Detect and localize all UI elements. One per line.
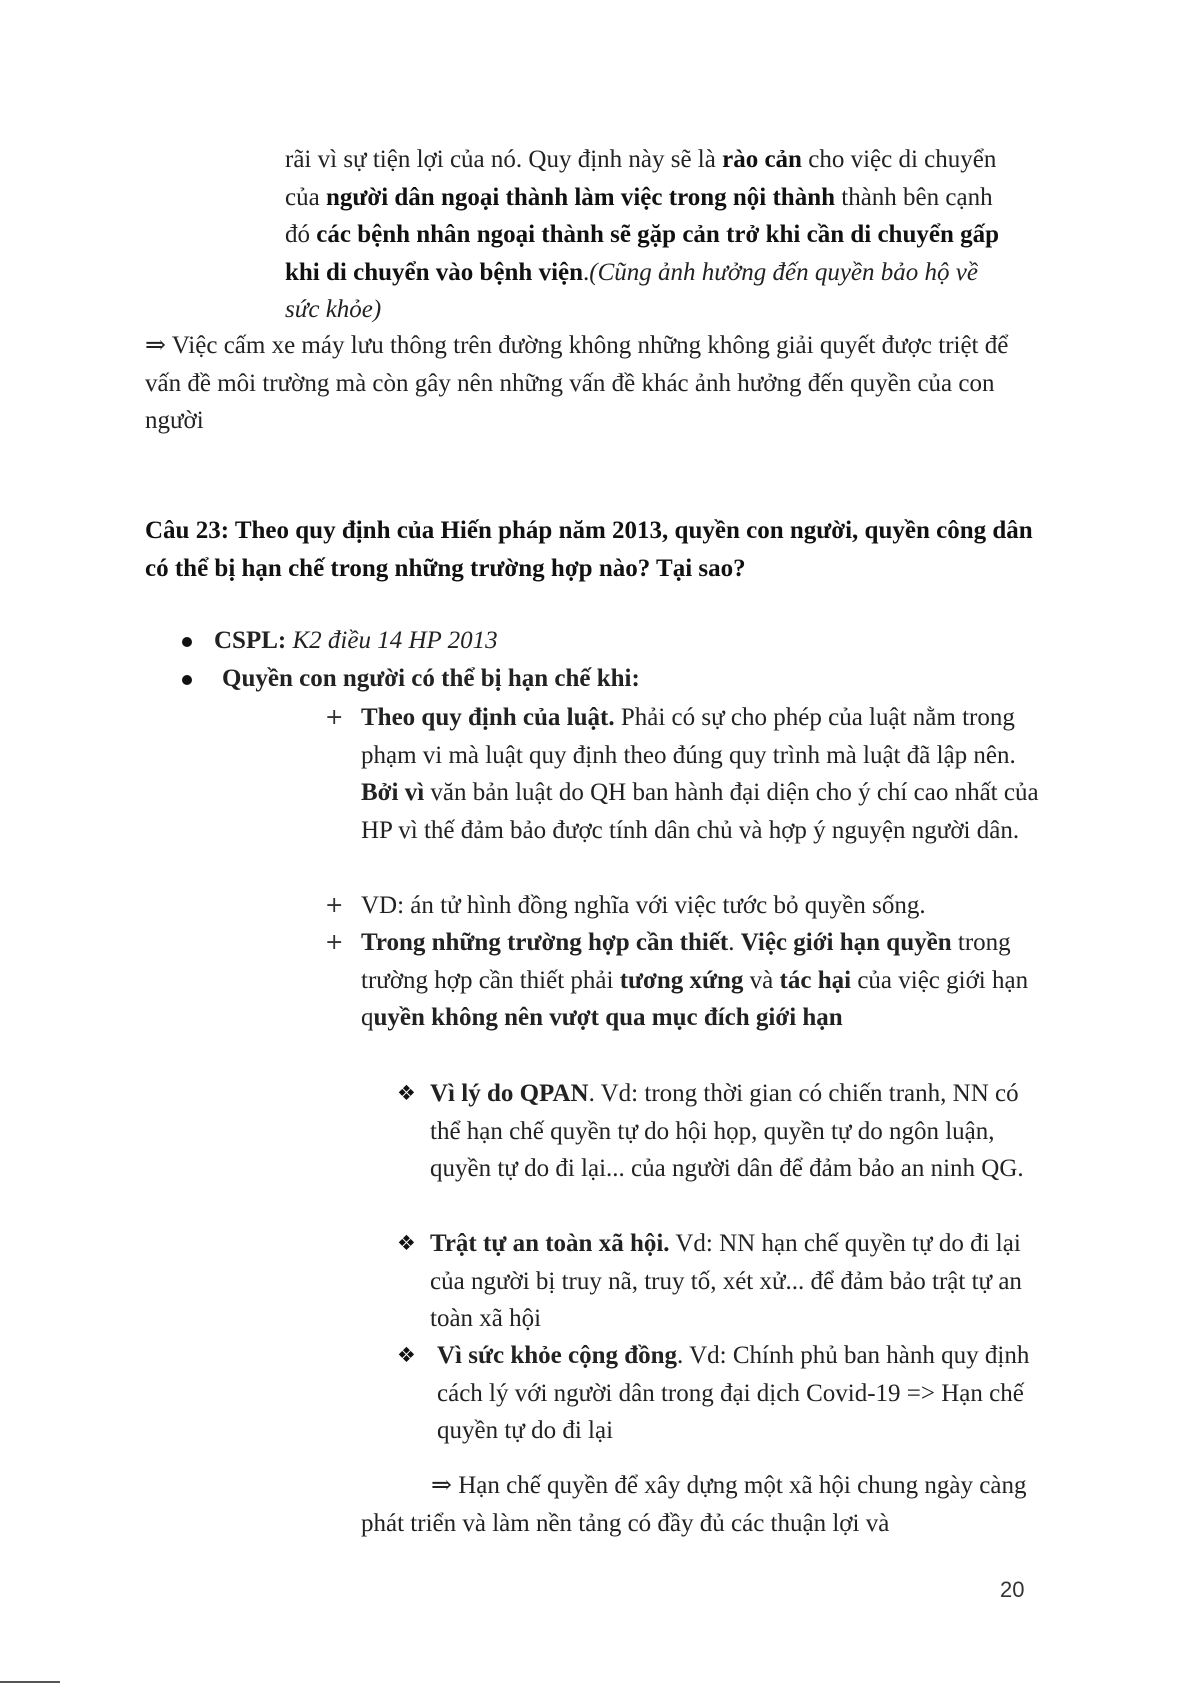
plus-bullet-icon: + [325, 930, 344, 955]
page-number: 20 [1000, 1577, 1025, 1602]
list-item-cspl: CSPL: K2 điều 14 HP 2013 [214, 627, 498, 654]
paragraph-restriction-conclusion: ⇒ Hạn chế quyền để xây dựng một xã hội chung ngày càng phát triển và làm nền tảng có đầy đủ các thuận lợi và [361, 1472, 1027, 1537]
arrow-icon: ⇒ [431, 1472, 452, 1499]
paragraph-motorbike-ban-impact: rãi vì sự tiện lợi của nó. Quy định này sẽ là rào cản cho việc di chuyển của người dân ngoại thành làm việc trong nội thành thành bên cạnh đó các bệnh nhân ngoại thành sẽ gặp cản trở khi cần di chuyển gấp khi di chuyển vào bệnh viện.(Cũng ảnh hưởng đến quyền bảo hộ về sức khỏe) [285, 146, 1000, 323]
footer-rule [0, 1681, 60, 1683]
list-item-by-law: Theo quy định của luật. Phải có sự cho phép của luật nằm trong phạm vi mà luật quy định theo đúng quy trình mà luật đã lập nên. Bởi vì văn bản luật do QH ban hành đại diện cho ý chí cao nhất của HP vì thế đảm bảo được tính dân chủ và hợp ý nguyện người dân. [361, 704, 1039, 844]
arrow-icon: ⇒ [145, 332, 166, 359]
diamond-bullet-icon: ❖ [397, 1231, 416, 1255]
plus-bullet-icon: + [325, 893, 344, 918]
plus-bullet-icon: + [325, 705, 344, 730]
diamond-bullet-icon: ❖ [397, 1081, 416, 1105]
bullet-dot-icon [182, 637, 192, 647]
bullet-dot-icon [182, 675, 192, 685]
sub-item-social-order: Trật tự an toàn xã hội. Vd: NN hạn chế quyền tự do đi lại của người bị truy nã, truy tố, xét xử... để đảm bảo trật tự an toàn xã hội [430, 1230, 1022, 1332]
sub-item-public-health: Vì sức khỏe cộng đồng. Vd: Chính phủ ban hành quy định cách lý với người dân trong đại dịch Covid-19 => Hạn chế quyền tự do đi lại [437, 1342, 1030, 1444]
list-item-example-death-penalty: VD: án tử hình đồng nghĩa với việc tước bỏ quyền sống. [361, 892, 926, 919]
list-item-necessary-cases: Trong những trường hợp cần thiết. Việc giới hạn quyền trong trường hợp cần thiết phải tương xứng và tác hại của việc giới hạn quyền không nên vượt qua mục đích giới hạn [361, 929, 1029, 1031]
list-item-restriction-intro: Quyền con người có thể bị hạn chế khi: [222, 665, 640, 692]
paragraph-conclusion-motorbike: ⇒ Việc cấm xe máy lưu thông trên đường không những không giải quyết được triệt để vấn đề môi trường mà còn gây nên những vấn đề khác ảnh hưởng đến quyền của con người [145, 332, 1009, 434]
question-23-heading: Câu 23: Theo quy định của Hiến pháp năm 2013, quyền con người, quyền công dân có thể bị hạn chế trong những trường hợp nào? Tại sao? [145, 517, 1033, 582]
diamond-bullet-icon: ❖ [397, 1343, 416, 1367]
sub-item-national-defense: Vì lý do QPAN. Vd: trong thời gian có chiến tranh, NN có thể hạn chế quyền tự do hội họp, quyền tự do ngôn luận, quyền tự do đi lại... của người dân để đảm bảo an ninh QG. [430, 1080, 1024, 1182]
